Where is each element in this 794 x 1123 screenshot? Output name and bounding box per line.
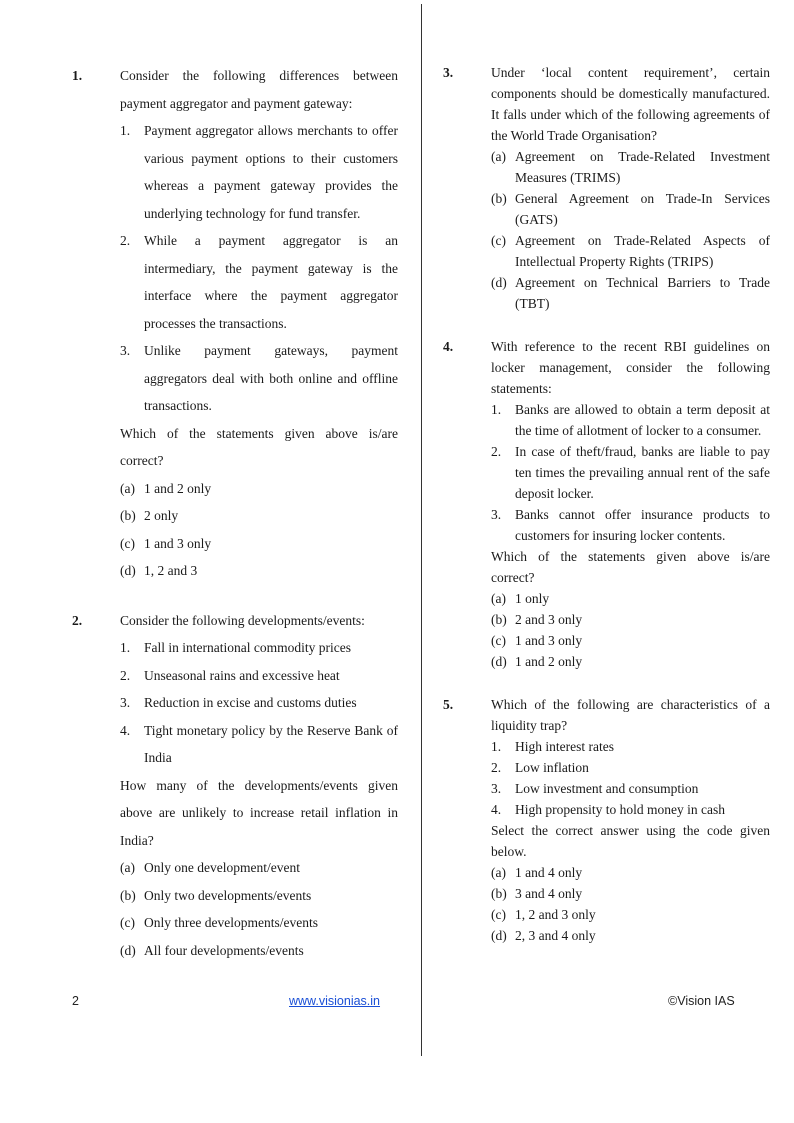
statement-number: 2. (120, 233, 131, 248)
answer-option (491, 188, 770, 230)
option-text: Agreement on Trade-Related Investment Measures (TRIMS) (515, 149, 770, 185)
option-label: (a) (120, 860, 135, 875)
answer-option (491, 230, 770, 272)
statement-number: 1. (120, 640, 131, 655)
question-prompt: Select the correct answer using the code given below. (491, 823, 770, 859)
statement-text: Low inflation (515, 760, 589, 775)
statement-number: 3. (491, 781, 502, 796)
statement-text: Unseasonal rains and excessive heat (144, 667, 340, 683)
option-text: 2, 3 and 4 only (515, 928, 596, 943)
question-body (491, 336, 770, 672)
statement-number: 3. (120, 695, 131, 710)
answer-option (491, 925, 770, 946)
statement-item (120, 117, 398, 227)
statement-item (120, 337, 398, 420)
statement-text: High propensity to hold money in cash (515, 802, 725, 817)
statement-number: 4. (120, 722, 131, 738)
option-label: (b) (120, 887, 136, 903)
column-divider (421, 4, 422, 1056)
statement-item (120, 689, 398, 717)
question-body (491, 694, 770, 946)
answer-option (491, 651, 770, 672)
statement-number: 1. (491, 739, 502, 754)
question-number: 3. (443, 65, 454, 80)
option-label: (c) (491, 907, 506, 922)
statement-item (491, 778, 770, 799)
option-text: 1, 2 and 3 (144, 563, 198, 578)
option-text: 1 and 3 only (144, 535, 212, 551)
option-label: (d) (120, 563, 136, 578)
statement-text: Banks cannot offer insurance products to customers for insuring locker contents. (515, 507, 770, 543)
answer-option (491, 588, 770, 609)
option-text: 2 only (144, 508, 179, 523)
question-number: 1. (72, 68, 83, 83)
statement-number: 1. (120, 123, 131, 138)
answer-option (120, 937, 398, 965)
option-label: (d) (491, 928, 507, 943)
statement-number: 3. (491, 507, 502, 522)
statement-item (120, 634, 398, 662)
option-label: (b) (491, 191, 507, 206)
statement-number: 4. (491, 802, 502, 817)
option-label: (d) (120, 942, 136, 958)
question-body (120, 607, 398, 965)
statement-item (120, 662, 398, 690)
left-column (72, 62, 398, 986)
option-label: (c) (491, 633, 506, 648)
option-text: 1 and 4 only (515, 865, 583, 880)
option-label: (c) (120, 915, 135, 930)
option-text: 1 only (515, 591, 550, 606)
option-label: (b) (491, 886, 507, 901)
statement-item (491, 504, 770, 546)
statement-number: 1. (491, 402, 502, 417)
question-prompt: Which of the statements given above is/are correct? (120, 425, 398, 468)
statement-number: 2. (120, 667, 131, 683)
option-text: Only two developments/events (144, 887, 312, 903)
statement-text: Low investment and consumption (515, 781, 699, 796)
question-stem: Which of the following are characteristics of a liquidity trap? (491, 697, 770, 733)
answer-option (491, 862, 770, 883)
answer-option (491, 609, 770, 630)
option-text: Agreement on Technical Barriers to Trade (TBT) (515, 275, 770, 311)
statement-item (491, 757, 770, 778)
option-text: Agreement on Trade-Related Aspects of Intellectual Property Rights (TRIPS) (515, 233, 770, 269)
question-number: 5. (443, 697, 454, 712)
option-text: 3 and 4 only (515, 886, 583, 901)
question-block (72, 607, 398, 965)
statement-text: Payment aggregator allows merchants to offer various payment options to their customers whereas a payment gateway provides the underlying technology for fund transfer. (144, 123, 398, 221)
question-block (443, 694, 770, 946)
answer-option (491, 630, 770, 651)
question-number: 4. (443, 339, 454, 354)
option-label: (d) (491, 654, 507, 669)
statement-item (491, 799, 770, 820)
statement-text: Tight monetary policy by the Reserve Bank of India (144, 722, 398, 765)
option-text: General Agreement on Trade-In Services (GATS) (515, 191, 770, 227)
statement-text: Banks are allowed to obtain a term deposit at the time of allotment of locker to a consumer. (515, 402, 770, 438)
answer-option (491, 883, 770, 904)
question-block (443, 336, 770, 672)
copyright-text: ©Vision IAS (668, 994, 735, 1008)
statement-item (491, 736, 770, 757)
option-label: (b) (120, 508, 136, 523)
question-prompt: Which of the statements given above is/are correct? (491, 549, 770, 585)
statement-number: 2. (491, 760, 502, 775)
question-prompt: How many of the developments/events given above are unlikely to increase retail inflation in India? (120, 777, 398, 848)
question-body (491, 62, 770, 314)
answer-option (120, 882, 398, 910)
question-block (443, 62, 770, 314)
answer-option (120, 557, 398, 585)
option-label: (a) (491, 865, 506, 880)
website-link[interactable]: www.visionias.in (289, 994, 381, 1008)
option-label: (c) (491, 233, 506, 248)
statement-number: 3. (120, 343, 131, 358)
option-text: 1, 2 and 3 only (515, 907, 596, 922)
statement-text: While a payment aggregator is an intermediary, the payment gateway is the interface where the payment aggregator processes the transactions. (144, 233, 398, 331)
answer-option (491, 904, 770, 925)
statement-text: High interest rates (515, 739, 614, 754)
option-text: Only one development/event (144, 860, 300, 875)
answer-option (120, 530, 398, 558)
option-text: All four developments/events (144, 942, 304, 958)
option-text: 1 and 2 only (144, 480, 212, 496)
statement-text: Reduction in excise and customs duties (144, 695, 357, 710)
statement-text: Unlike payment gateways, payment aggregators deal with both online and offline transactions. (144, 343, 398, 413)
question-stem: Consider the following differences between payment aggregator and payment gateway: (120, 68, 398, 111)
answer-option (120, 502, 398, 530)
option-text: Only three developments/events (144, 915, 318, 930)
statement-text: In case of theft/fraud, banks are liable to pay ten times the prevailing annual rent of the safe deposit locker. (515, 444, 770, 501)
option-label: (a) (491, 591, 506, 606)
question-stem: Under ‘local content requirement’, certain components should be domestically manufactured. It falls under which of the following agreements of the World Trade Organisation? (491, 65, 770, 143)
question-body (120, 62, 398, 585)
answer-option (491, 146, 770, 188)
option-label: (a) (120, 480, 135, 496)
statement-number: 2. (491, 444, 502, 459)
answer-option (120, 475, 398, 503)
question-block (72, 62, 398, 585)
answer-option (120, 909, 398, 937)
question-stem: With reference to the recent RBI guidelines on locker management, consider the following statements: (491, 339, 770, 396)
option-text: 2 and 3 only (515, 612, 583, 627)
question-stem: Consider the following developments/events: (120, 612, 365, 628)
right-column (443, 62, 770, 968)
statement-item (120, 717, 398, 772)
answer-option (491, 272, 770, 314)
option-text: 1 and 3 only (515, 633, 583, 648)
option-label: (a) (491, 149, 506, 164)
statement-item (491, 399, 770, 441)
option-label: (b) (491, 612, 507, 627)
option-label: (d) (491, 275, 507, 290)
answer-option (120, 854, 398, 882)
option-text: 1 and 2 only (515, 654, 583, 669)
statement-item (491, 441, 770, 504)
question-number: 2. (72, 612, 83, 628)
statement-item (120, 227, 398, 337)
page-number: 2 (72, 994, 79, 1008)
statement-text: Fall in international commodity prices (144, 640, 351, 655)
option-label: (c) (120, 535, 135, 551)
